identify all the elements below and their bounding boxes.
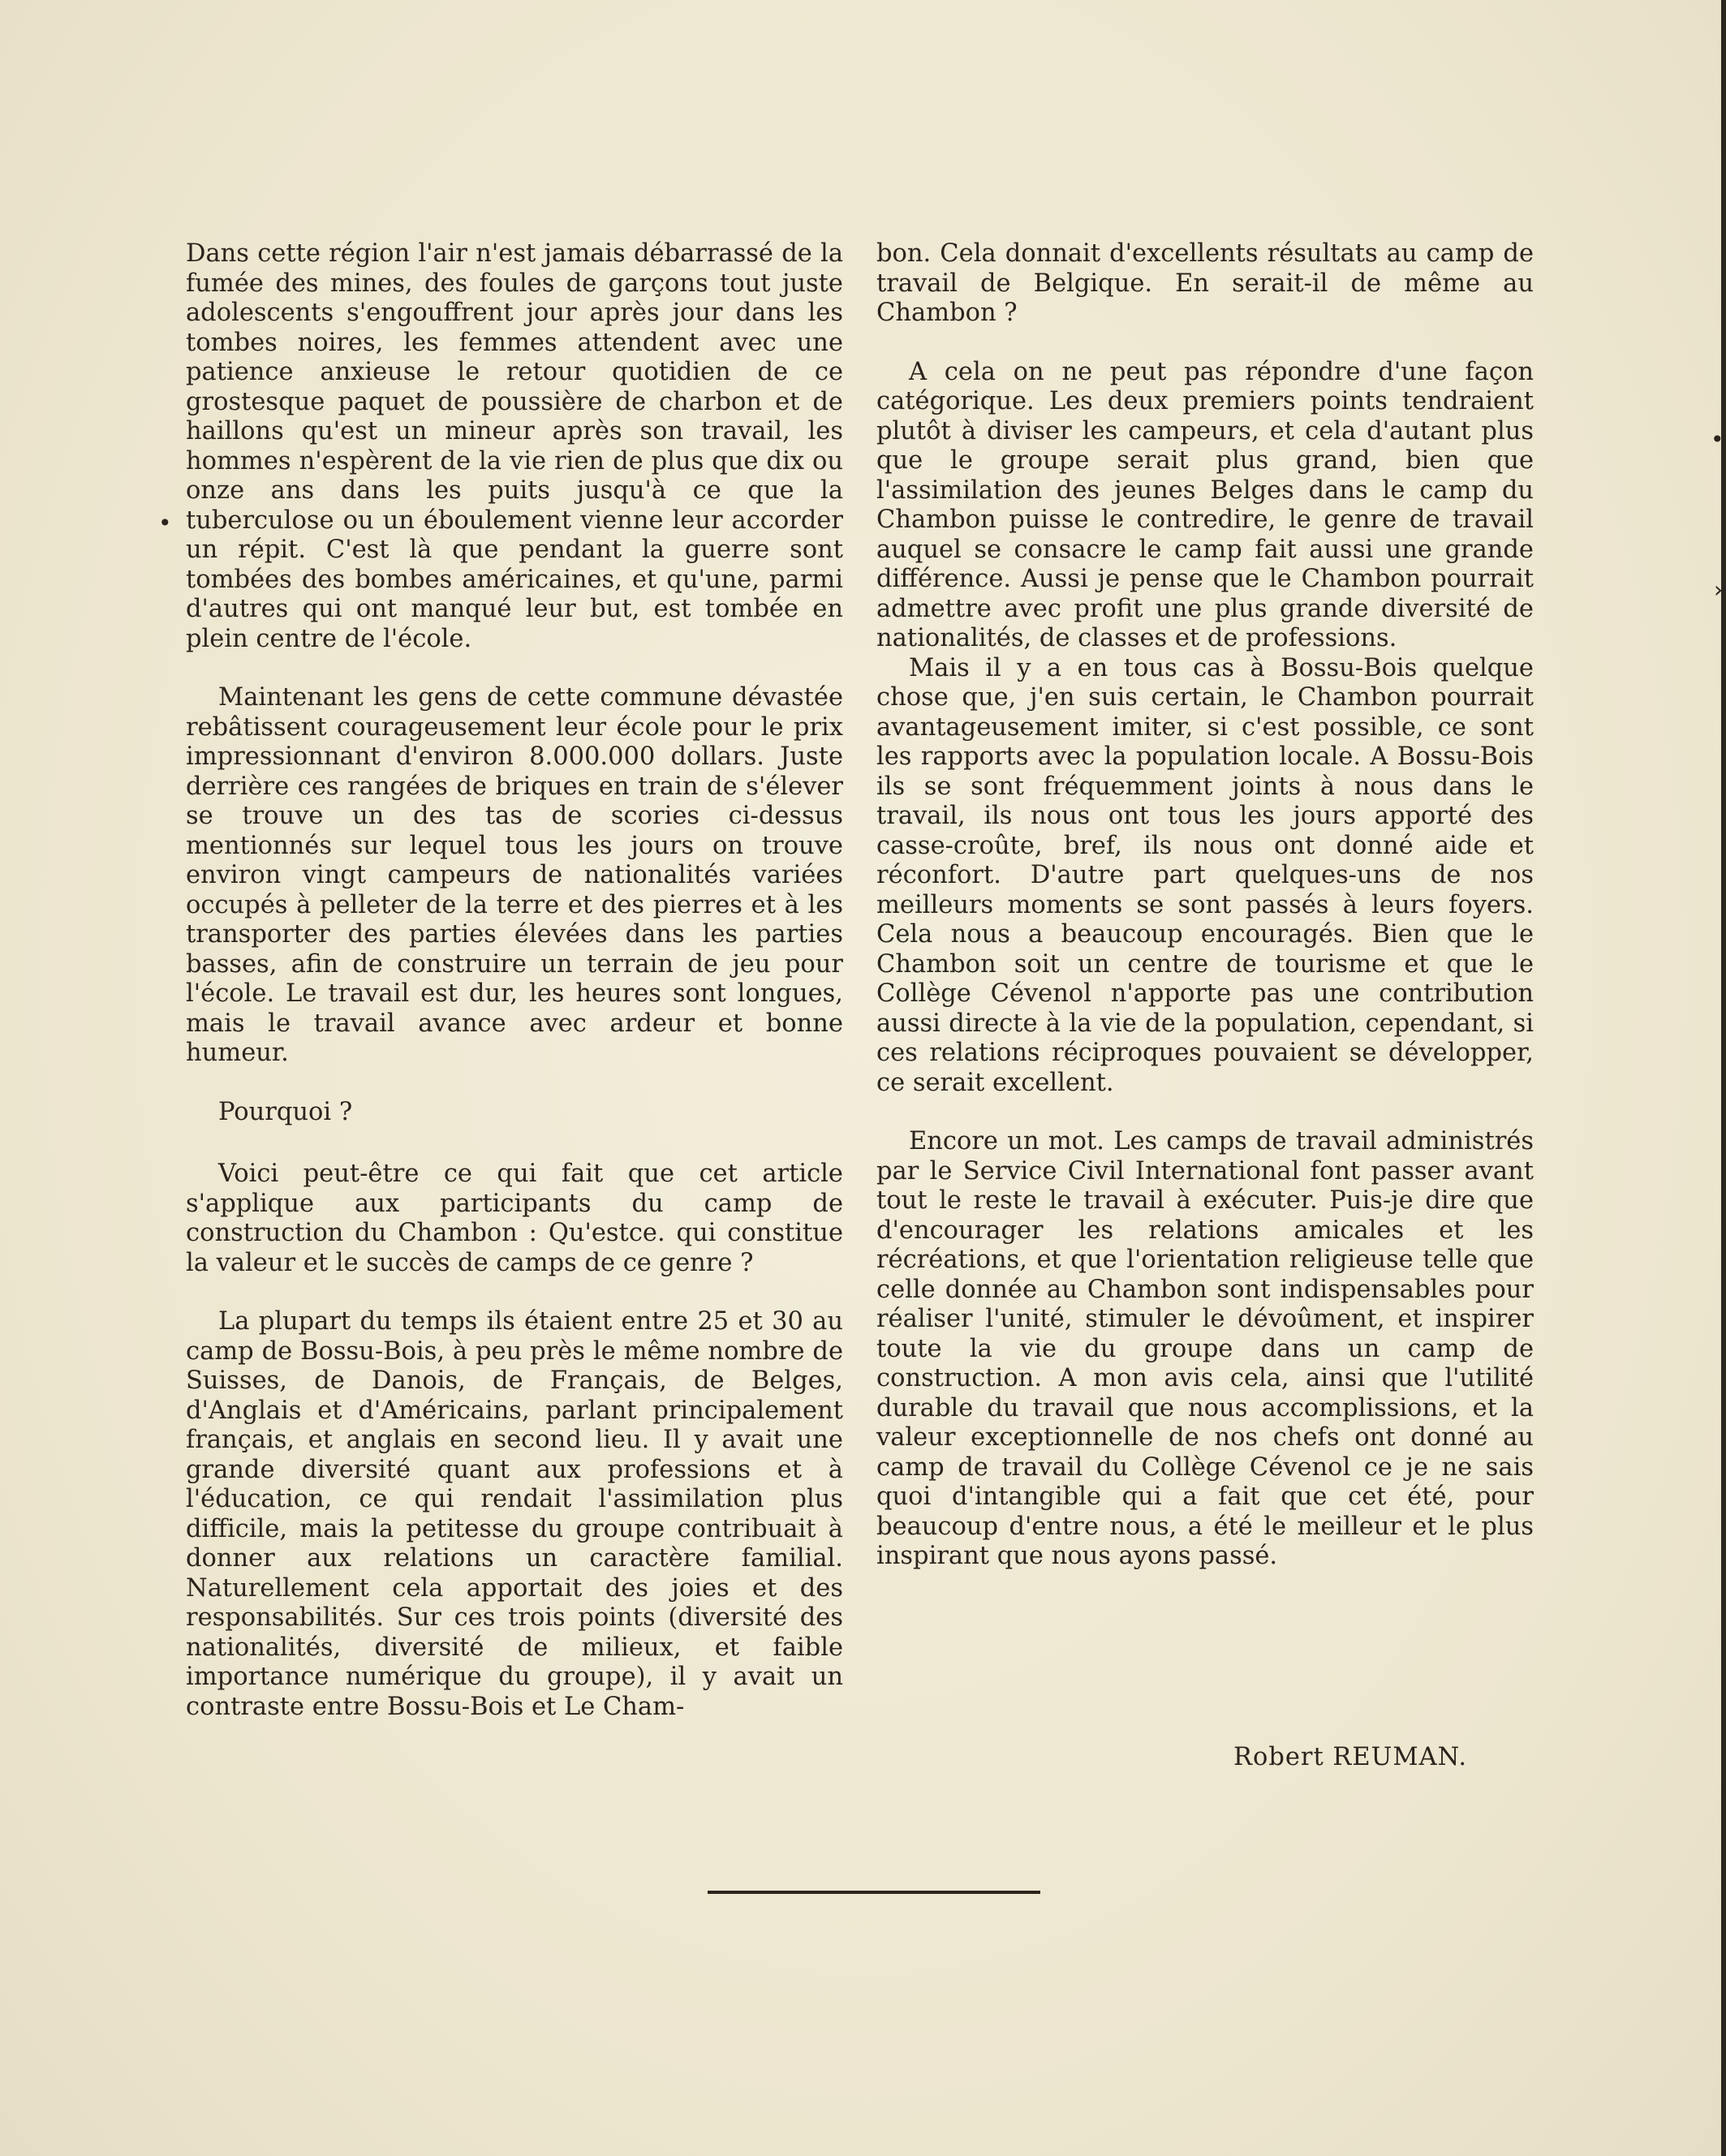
left-paragraph-2: Maintenant les gens de cette commune dévastée rebâtissent courageusement leur école pour le prix impressionnant d'environ 8.000.000 dollars. Juste derrière ces rangées de briques en train de s'élever se trouve un des tas de scories ci-dessus mentionnés sur lequel tous les jours on trouve environ vingt campeurs de nationalités variées occupés à pelleter de la terre et des pierres et à les transporter des parties élevées dans les parties basses, afin de construire un terrain de jeu pour l'école. Le travail est dur, les heures sont longues, mais le travail avance avec ardeur et bonne humeur. [186, 683, 843, 1067]
right-paragraph-4: Encore un mot. Les camps de travail administrés par le Service Civil International font passer avant tout le reste le travail à exécuter. Puis-je dire que d'encourager les relations amicales et les récréations, et que l'orientation religieuse telle que celle donnée au Chambon sont indispensables pour réaliser l'unité, stimuler le dévoûment, et inspirer toute la vie du groupe dans un camp de construction. A mon avis cela, ainsi que l'utilité durable du travail que nous accomplissions, et la valeur exceptionnelle de nos chefs ont donné au camp de travail du Collège Cévenol ce je ne sais quoi d'intangible qui a fait que cet été, pour beaucoup d'entre nous, a été le meilleur et le plus inspirant que nous ayons passé. [876, 1127, 1534, 1570]
closing-rule-divider [708, 1891, 1040, 1894]
left-paragraph-1: Dans cette région l'air n'est jamais débarrassé de la fumée des mines, des foules de garçons tout juste adolescents s'engouffrent jour après jour dans les tombes noires, les femmes attendent avec une patience anxieuse le retour quotidien de ce grostesque paquet de poussière de charbon et de haillons qu'est un mineur après son travail, les hommes n'espèrent de la vie rien de plus que dix ou onze ans dans les puits jusqu'à ce que la tuberculose ou un éboulement vienne leur accorder un répit. C'est là que pendant la guerre sont tombées des bombes américaines, et qu'une, parmi d'autres qui ont manqué leur but, est tombée en plein centre de l'école. [186, 239, 843, 653]
article-right-column [876, 239, 1534, 1601]
left-paragraph-3: Voici peut-être ce qui fait que cet article s'applique aux participants du camp de construction du Chambon : Qu'estce. qui constitue la valeur et le succès de camps de ce genre ? [186, 1160, 843, 1277]
left-paragraph-4: La plupart du temps ils étaient entre 25 et 30 au camp de Bossu-Bois, à peu près le même nombre de Suisses, de Danois, de Français, de Belges, d'Anglais et d'Américains, parlant principalement français, et anglais en second lieu. Il y avait une grande diversité quant aux professions et à l'éducation, ce qui rendait l'assimilation plus difficile, mais la petitesse du groupe contribuait à donner aux relations un caractère familial. Naturellement cela apportait des joies et des responsabilités. Sur ces trois points (diversité des nationalités, diversité de milieux, et faible importance numérique du groupe), il y avait un contraste entre Bossu-Bois et Le Cham- [186, 1307, 843, 1721]
author-signature: Robert REUMAN. [1233, 1743, 1468, 1771]
margin-tick-mark-2: › [1714, 576, 1724, 603]
right-paragraph-1: bon. Cela donnait d'excellents résultats au camp de travail de Belgique. En serait-il de même au Chambon ? [876, 239, 1534, 327]
article-left-column [186, 239, 843, 1722]
section-heading-pourquoi: Pourquoi ? [218, 1097, 353, 1126]
right-paragraph-3: Mais il y a en tous cas à Bossu-Bois quelque chose que, j'en suis certain, le Chambon pourrait avantageusement imiter, si c'est possible, ce sont les rapports avec la population locale. A Bossu-Bois ils se sont fréquemment joints à nous dans le travail, ils nous ont tous les jours apporté des casse-croûte, bref, ils nous ont donné aide et réconfort. D'autre part quelques-uns de nos meilleurs moments se sont passés à leurs foyers. Cela nous a beaucoup encouragés. Bien que le Chambon soit un centre de tourisme et que le Collège Cévenol n'apporte pas une contribution aussi directe à la vie de la population, cependant, si ces relations réciproques pouvaient se développer, ce serait excellent. [876, 653, 1534, 1097]
page-edge-shadow [1721, 0, 1726, 2156]
margin-dash-mark: • [158, 510, 172, 536]
right-paragraph-2: A cela on ne peut pas répondre d'une façon catégorique. Les deux premiers points tendraient plutôt à diviser les campeurs, et cela d'autant plus que le groupe serait plus grand, bien que l'assimilation des jeunes Belges dans le camp du Chambon puisse le contredire, le genre de travail auquel se consacre le camp fait aussi une grande différence. Aussi je pense que le Chambon pourrait admettre avec profit une plus grande diversité de nationalités, de classes et de professions. [876, 357, 1534, 652]
margin-tick-mark: • [1711, 426, 1724, 453]
